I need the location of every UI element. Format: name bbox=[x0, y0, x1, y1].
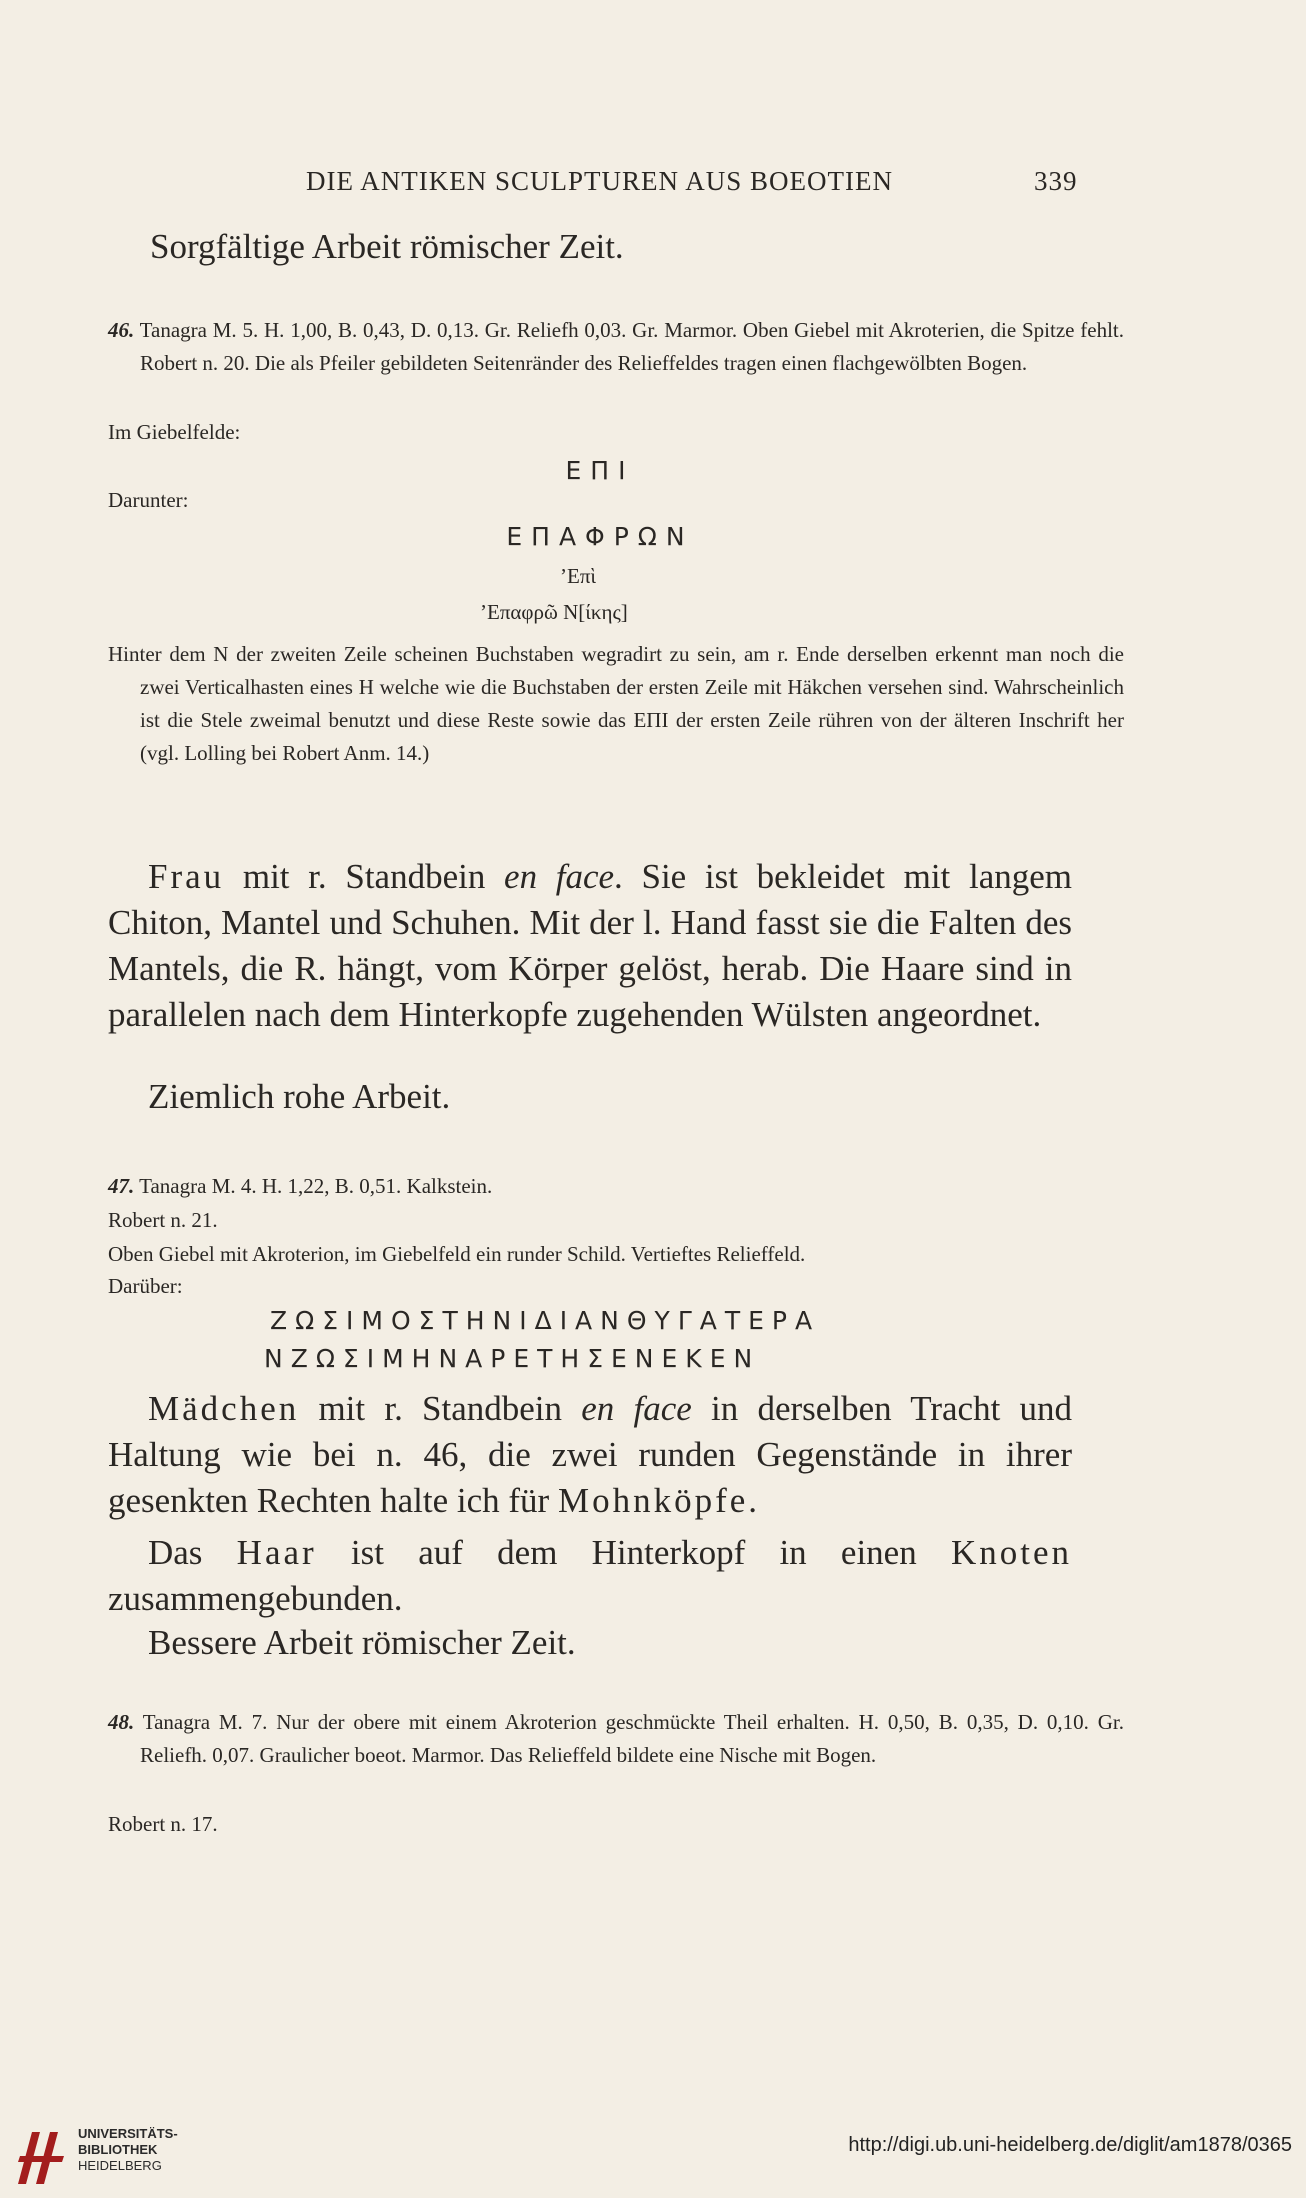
entry-46-description bbox=[108, 854, 1072, 1038]
hair-c: zusammengebunden. bbox=[108, 1579, 403, 1618]
hair-spaced-2: Knoten bbox=[950, 1533, 1072, 1572]
entry-48-number: 48. bbox=[108, 1710, 135, 1734]
desc-46-a: mit r. Standbein bbox=[224, 857, 505, 896]
entry-47-hair bbox=[108, 1530, 1072, 1622]
entry-47-inscription-2: ΝΖΩΣΙΜΗΝΑΡΕΤΗΣΕΝΕΚΕΝ bbox=[264, 1344, 761, 1373]
library-line-1: UNIVERSITÄTS- bbox=[78, 2126, 178, 2141]
entry-47-description bbox=[108, 1386, 1072, 1524]
desc-47-c: . bbox=[748, 1481, 758, 1520]
entry-47-number: 47. bbox=[108, 1174, 135, 1198]
source-url[interactable]: http://digi.ub.uni-heidelberg.de/diglit/am1878/0365 bbox=[848, 2134, 1292, 2156]
intro-line: Sorgfältige Arbeit römischer Zeit. bbox=[150, 227, 624, 266]
desc-47-lead: Mädchen bbox=[148, 1389, 300, 1428]
entry-46-text: Tanagra M. 5. H. 1,00, B. 0,43, D. 0,13. Gr. Reliefh 0,03. Gr. Marmor. Oben Giebel mit Akroterien, die Spitze fehlt. Robert n. 20. Die als Pfeiler gebildeten Seitenränder des Relieffeldes tragen einen flachgewölbten Bogen. bbox=[139, 318, 1124, 375]
library-line-2: BIBLIOTHEK bbox=[78, 2142, 158, 2157]
inscription-reading-2: ’Επαφρῶ Ν[ίκης] bbox=[480, 600, 628, 624]
entry-47-verdict: Bessere Arbeit römischer Zeit. bbox=[148, 1623, 576, 1662]
desc-47-b: in derselben Tracht und Haltung wie bei n. 46, die zwei runden Gegenstände in ihrer gesenkten Rechten halte ich für bbox=[108, 1389, 1073, 1520]
running-title: DIE ANTIKEN SCULPTUREN AUS BOEOTIEN bbox=[306, 166, 893, 196]
below-label: Darunter: bbox=[108, 488, 189, 512]
footer-bar bbox=[0, 2122, 1306, 2198]
entry-46-verdict: Ziemlich rohe Arbeit. bbox=[148, 1077, 451, 1116]
gable-inscription: ΕΠΙ bbox=[565, 456, 635, 485]
hair-b: ist auf dem Hinterkopf in einen bbox=[316, 1533, 951, 1572]
gable-label: Im Giebelfelde: bbox=[108, 420, 241, 444]
entry-46-number: 46. bbox=[108, 318, 135, 342]
entry-48-body: Tanagra M. 7. Nur der obere mit einem Akroterion geschmückte Theil erhalten. H. 0,50, B. 0,35, D. 0,10. Gr. Reliefh. 0,07. Graulicher boeot. Marmor. Das Relieffeld bildete eine Nische mit Bogen. bbox=[140, 1710, 1125, 1767]
library-logo-icon bbox=[14, 2126, 68, 2188]
entry-46-header bbox=[108, 314, 1124, 380]
entry-46-note: Hinter dem N der zweiten Zeile scheinen Buchstaben wegradirt zu sein, am r. Ende derselben erkennt man noch die zwei Verticalhasten eines H welche wie die Buchstaben der ersten Zeile mit Häkchen versehen sind. Wahrscheinlich ist die Stele zweimal benutzt und diese Reste sowie das ΕΠΙ der ersten Zeile rühren von der älteren Inschrift her (vgl. Lolling bei Robert Anm. 14.) bbox=[108, 642, 1124, 765]
library-line-3: HEIDELBERG bbox=[78, 2158, 162, 2173]
desc-47-italic: en face bbox=[581, 1389, 692, 1428]
entry-47-inscription-1: ΖΩΣΙΜΟΣΤΗΝΙΔΙΑΝΘΥΓΑΤΕΡΑ bbox=[270, 1306, 821, 1335]
entry-47-header bbox=[108, 1170, 1092, 1203]
desc-46-lead: Frau bbox=[148, 857, 225, 896]
entry-47-line1: Tanagra M. 4. H. 1,22, B. 0,51. Kalkstein. bbox=[139, 1174, 493, 1198]
entry-47-line2: Robert n. 21. bbox=[108, 1208, 218, 1232]
library-name bbox=[78, 2126, 178, 2174]
inscription-reading-1: ’Επὶ bbox=[560, 564, 597, 588]
desc-46-b: . Sie ist bekleidet mit langem Chiton, Mantel und Schuhen. Mit der l. Hand fasst sie die Falten des Mantels, die R. hängt, vom Körper gelöst, herab. Die Haare sind in parallelen nach dem Hinterkopfe zugehenden Wülsten angeordnet. bbox=[108, 857, 1072, 1034]
page-number: 339 bbox=[1034, 166, 1078, 196]
entry-48-robert: Robert n. 17. bbox=[108, 1812, 218, 1836]
hair-a: Das bbox=[148, 1533, 237, 1572]
desc-46-italic: en face bbox=[504, 857, 615, 896]
hair-spaced-1: Haar bbox=[236, 1533, 317, 1572]
main-inscription: ΕΠΑΦΡΩΝ bbox=[506, 522, 694, 551]
entry-48-text bbox=[108, 1706, 1124, 1772]
desc-47-a: mit r. Standbein bbox=[299, 1389, 582, 1428]
above-label: Darüber: bbox=[108, 1274, 183, 1298]
desc-47-spaced: Mohnköpfe bbox=[557, 1481, 749, 1520]
entry-47-line3: Oben Giebel mit Akroterion, im Giebelfeld ein runder Schild. Vertieftes Relieffeld. bbox=[108, 1242, 806, 1266]
